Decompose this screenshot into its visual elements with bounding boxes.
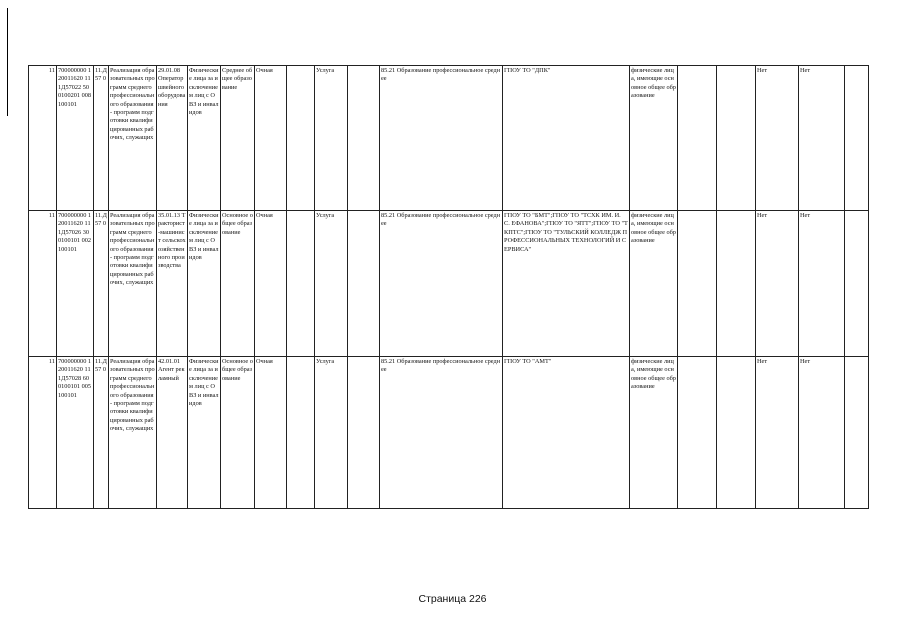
registry-table [28,65,869,509]
empty-cell [845,357,869,509]
empty-cell [348,66,380,211]
service-index: 11.Д57 0 [94,357,109,509]
study-form: Очная [255,357,287,509]
empty-cell [287,211,315,357]
recipient-category: Физические лица за исключением лиц с ОВЗ и инвалидов [188,357,221,509]
specialty: 35.01.13 Тракторист-машинист сельскохозяйственного производства [157,211,188,357]
organizations: ГПОУ ТО "БМТ";ГПОУ ТО "ТСХК ИМ. И. С. ЕФАНОВА";ГПОУ ТО "ЯТТ";ГПОУ ТО "ТКПТС";ГПОУ ТО "ТУЛЬСКИЙ КОЛЛЕДЖ ПРОФЕССИОНАЛЬНЫХ ТЕХНОЛОГИЙ И СЕРВИСА" [503,211,630,357]
empty-cell [717,211,756,357]
empty-cell [348,357,380,509]
education-level: Основное общее образование [221,211,255,357]
empty-cell [348,211,380,357]
flag-cell: Нет [799,357,845,509]
empty-cell [678,357,717,509]
empty-cell [717,66,756,211]
organizations: ГПОУ ТО "ДПК" [503,66,630,211]
empty-cell [845,66,869,211]
flag-cell: Нет [799,66,845,211]
service-index: 11.Д57 0 [94,211,109,357]
empty-cell [678,211,717,357]
flag-cell: Нет [756,66,799,211]
education-level: Основное общее образование [221,357,255,509]
service-name: Реализация образовательных программ среднего профессионального образования - программ подготовки квалифицированных рабочих, служащих [109,211,157,357]
specialty: 42.01.01 Агент рекламный [157,357,188,509]
service-type: Услуга [315,66,348,211]
empty-cell [287,66,315,211]
page-number-footer: Страница 226 [418,593,487,605]
flag-cell: Нет [799,211,845,357]
service-name: Реализация образовательных программ среднего профессионального образования - программ подготовки квалифицированных рабочих, служащих [109,357,157,509]
consumer-category: физические лица, имеющие основное общее образование [630,66,678,211]
flag-cell: Нет [756,357,799,509]
empty-cell [717,357,756,509]
consumer-category: физические лица, имеющие основное общее образование [630,211,678,357]
education-level: Среднее общее образование [221,66,255,211]
okved-code: 85.21 Образование профессиональное среднее [380,357,503,509]
registry-code: 700000000 120011620 111Д57028 600100101 005100101 [57,357,94,509]
registry-code: 700000000 120011620 111Д57026 300100101 002100101 [57,211,94,357]
recipient-category: Физические лица за исключением лиц с ОВЗ и инвалидов [188,66,221,211]
service-type: Услуга [315,357,348,509]
row-number: 11 [29,66,57,211]
empty-cell [845,211,869,357]
row-number: 11 [29,211,57,357]
row-number: 11 [29,357,57,509]
registry-code: 700000000 120011620 111Д57022 500100201 008100101 [57,66,94,211]
recipient-category: Физические лица за исключением лиц с ОВЗ и инвалидов [188,211,221,357]
study-form: Очная [255,66,287,211]
study-form: Очная [255,211,287,357]
consumer-category: физические лица, имеющие основное общее образование [630,357,678,509]
table-row [29,66,869,211]
flag-cell: Нет [756,211,799,357]
table-row [29,357,869,509]
empty-cell [287,357,315,509]
organizations: ГПОУ ТО "АМТ" [503,357,630,509]
binding-margin-line [7,8,8,116]
service-type: Услуга [315,211,348,357]
specialty: 29.01.08 Оператор швейного оборудования [157,66,188,211]
okved-code: 85.21 Образование профессиональное среднее [380,211,503,357]
service-name: Реализация образовательных программ среднего профессионального образования - программ подготовки квалифицированных рабочих, служащих [109,66,157,211]
empty-cell [678,66,717,211]
okved-code: 85.21 Образование профессиональное среднее [380,66,503,211]
table-row [29,211,869,357]
service-index: 11.Д57 0 [94,66,109,211]
